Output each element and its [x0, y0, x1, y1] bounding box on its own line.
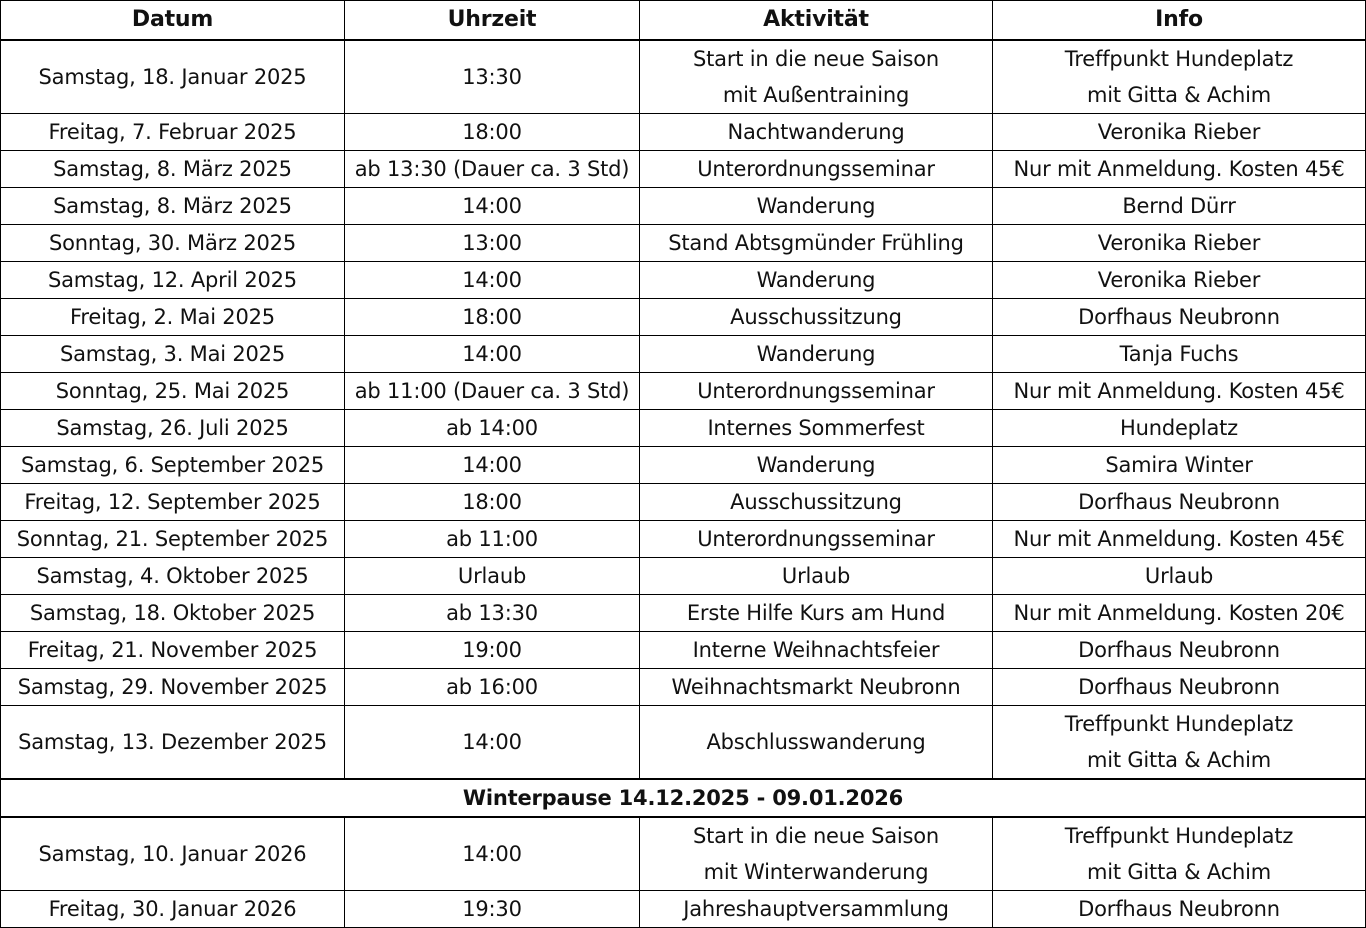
cell-uhrzeit: 14:00 [345, 262, 640, 299]
cell-info: Dorfhaus Neubronn [993, 484, 1366, 521]
winterpause-banner-row [1, 779, 1366, 817]
cell-aktivitaet: Weihnachtsmarkt Neubronn [640, 669, 993, 706]
table-row [1, 188, 1366, 225]
cell-datum: Samstag, 10. Januar 2026 [1, 817, 345, 891]
table-row [1, 817, 1366, 891]
cell-datum: Samstag, 18. Januar 2025 [1, 40, 345, 114]
cell-info: Tanja Fuchs [993, 336, 1366, 373]
column-header-aktivitaet: Aktivität [640, 1, 993, 41]
table-row [1, 632, 1366, 669]
cell-uhrzeit: ab 16:00 [345, 669, 640, 706]
cell-uhrzeit: ab 11:00 (Dauer ca. 3 Std) [345, 373, 640, 410]
cell-datum: Samstag, 3. Mai 2025 [1, 336, 345, 373]
cell-info: Dorfhaus Neubronn [993, 891, 1366, 928]
cell-uhrzeit: 19:00 [345, 632, 640, 669]
cell-uhrzeit: ab 11:00 [345, 521, 640, 558]
cell-info: Hundeplatz [993, 410, 1366, 447]
table-row [1, 706, 1366, 780]
cell-uhrzeit: ab 13:30 (Dauer ca. 3 Std) [345, 151, 640, 188]
cell-info-line: mit Gitta & Achim [1086, 748, 1272, 772]
cell-datum: Sonntag, 21. September 2025 [1, 521, 345, 558]
cell-info: Dorfhaus Neubronn [993, 669, 1366, 706]
cell-datum: Freitag, 30. Januar 2026 [1, 891, 345, 928]
cell-info [993, 817, 1366, 891]
table-row [1, 299, 1366, 336]
cell-info: Urlaub [993, 558, 1366, 595]
cell-datum: Samstag, 6. September 2025 [1, 447, 345, 484]
cell-datum: Samstag, 8. März 2025 [1, 188, 345, 225]
cell-uhrzeit: Urlaub [345, 558, 640, 595]
cell-info-line: Treffpunkt Hundeplatz [1064, 47, 1294, 71]
cell-aktivitaet [640, 40, 993, 114]
cell-datum: Freitag, 21. November 2025 [1, 632, 345, 669]
cell-info: Samira Winter [993, 447, 1366, 484]
cell-info-line: Treffpunkt Hundeplatz [1064, 824, 1294, 848]
cell-aktivitaet: Nachtwanderung [640, 114, 993, 151]
table-row [1, 336, 1366, 373]
cell-uhrzeit: 14:00 [345, 706, 640, 780]
cell-aktivitaet: Unterordnungsseminar [640, 521, 993, 558]
cell-aktivitaet: Ausschussitzung [640, 484, 993, 521]
cell-info [993, 706, 1366, 780]
table-row [1, 447, 1366, 484]
table-row [1, 595, 1366, 632]
table-body [1, 40, 1366, 928]
cell-aktivitaet: Abschlusswanderung [640, 706, 993, 780]
cell-datum: Samstag, 13. Dezember 2025 [1, 706, 345, 780]
cell-aktivitaet: Interne Weihnachtsfeier [640, 632, 993, 669]
cell-aktivitaet: Unterordnungsseminar [640, 373, 993, 410]
cell-info: Nur mit Anmeldung. Kosten 45€ [993, 521, 1366, 558]
cell-aktivitaet: Wanderung [640, 447, 993, 484]
cell-info: Nur mit Anmeldung. Kosten 20€ [993, 595, 1366, 632]
cell-info [993, 40, 1366, 114]
cell-aktivitaet-line: Start in die neue Saison [692, 824, 940, 848]
column-header-datum: Datum [1, 1, 345, 41]
cell-uhrzeit: 18:00 [345, 114, 640, 151]
cell-datum: Samstag, 18. Oktober 2025 [1, 595, 345, 632]
cell-info: Nur mit Anmeldung. Kosten 45€ [993, 373, 1366, 410]
cell-uhrzeit: 18:00 [345, 299, 640, 336]
table-row [1, 891, 1366, 928]
table-row [1, 225, 1366, 262]
cell-uhrzeit: 13:30 [345, 40, 640, 114]
cell-datum: Freitag, 2. Mai 2025 [1, 299, 345, 336]
cell-uhrzeit: 13:00 [345, 225, 640, 262]
table-row [1, 558, 1366, 595]
cell-info-line: mit Gitta & Achim [1086, 83, 1272, 107]
table-row [1, 40, 1366, 114]
cell-aktivitaet: Wanderung [640, 262, 993, 299]
cell-info: Veronika Rieber [993, 225, 1366, 262]
cell-datum: Freitag, 12. September 2025 [1, 484, 345, 521]
cell-uhrzeit: ab 13:30 [345, 595, 640, 632]
column-header-uhrzeit: Uhrzeit [345, 1, 640, 41]
cell-info: Dorfhaus Neubronn [993, 632, 1366, 669]
column-header-info: Info [993, 1, 1366, 41]
cell-info: Dorfhaus Neubronn [993, 299, 1366, 336]
cell-info: Veronika Rieber [993, 262, 1366, 299]
cell-uhrzeit: 14:00 [345, 447, 640, 484]
cell-aktivitaet: Urlaub [640, 558, 993, 595]
table-row [1, 521, 1366, 558]
cell-info: Bernd Dürr [993, 188, 1366, 225]
cell-aktivitaet: Internes Sommerfest [640, 410, 993, 447]
cell-datum: Samstag, 29. November 2025 [1, 669, 345, 706]
cell-datum: Samstag, 8. März 2025 [1, 151, 345, 188]
cell-aktivitaet: Jahreshauptversammlung [640, 891, 993, 928]
cell-info: Nur mit Anmeldung. Kosten 45€ [993, 151, 1366, 188]
cell-aktivitaet: Wanderung [640, 336, 993, 373]
table-row [1, 262, 1366, 299]
header-row [1, 1, 1366, 41]
table-row [1, 669, 1366, 706]
cell-info: Veronika Rieber [993, 114, 1366, 151]
cell-aktivitaet: Erste Hilfe Kurs am Hund [640, 595, 993, 632]
cell-datum: Sonntag, 25. Mai 2025 [1, 373, 345, 410]
cell-aktivitaet [640, 817, 993, 891]
cell-datum: Samstag, 4. Oktober 2025 [1, 558, 345, 595]
cell-aktivitaet: Wanderung [640, 188, 993, 225]
cell-aktivitaet-line: mit Winterwanderung [703, 860, 929, 884]
cell-datum: Samstag, 12. April 2025 [1, 262, 345, 299]
cell-uhrzeit: 14:00 [345, 817, 640, 891]
cell-info-line: Treffpunkt Hundeplatz [1064, 712, 1294, 736]
cell-uhrzeit: 14:00 [345, 336, 640, 373]
winterpause-banner: Winterpause 14.12.2025 - 09.01.2026 [1, 779, 1366, 817]
cell-uhrzeit: 18:00 [345, 484, 640, 521]
cell-datum: Sonntag, 30. März 2025 [1, 225, 345, 262]
cell-uhrzeit: 14:00 [345, 188, 640, 225]
cell-aktivitaet-line: Start in die neue Saison [692, 47, 940, 71]
table-header [1, 1, 1366, 41]
table-row [1, 484, 1366, 521]
table-row [1, 151, 1366, 188]
table-row [1, 410, 1366, 447]
cell-datum: Freitag, 7. Februar 2025 [1, 114, 345, 151]
cell-uhrzeit: 19:30 [345, 891, 640, 928]
cell-aktivitaet-line: mit Außentraining [722, 83, 910, 107]
table-row [1, 114, 1366, 151]
cell-datum: Samstag, 26. Juli 2025 [1, 410, 345, 447]
cell-aktivitaet: Unterordnungsseminar [640, 151, 993, 188]
table-row [1, 373, 1366, 410]
cell-info-line: mit Gitta & Achim [1086, 860, 1272, 884]
cell-uhrzeit: ab 14:00 [345, 410, 640, 447]
cell-aktivitaet: Ausschussitzung [640, 299, 993, 336]
cell-aktivitaet: Stand Abtsgmünder Frühling [640, 225, 993, 262]
